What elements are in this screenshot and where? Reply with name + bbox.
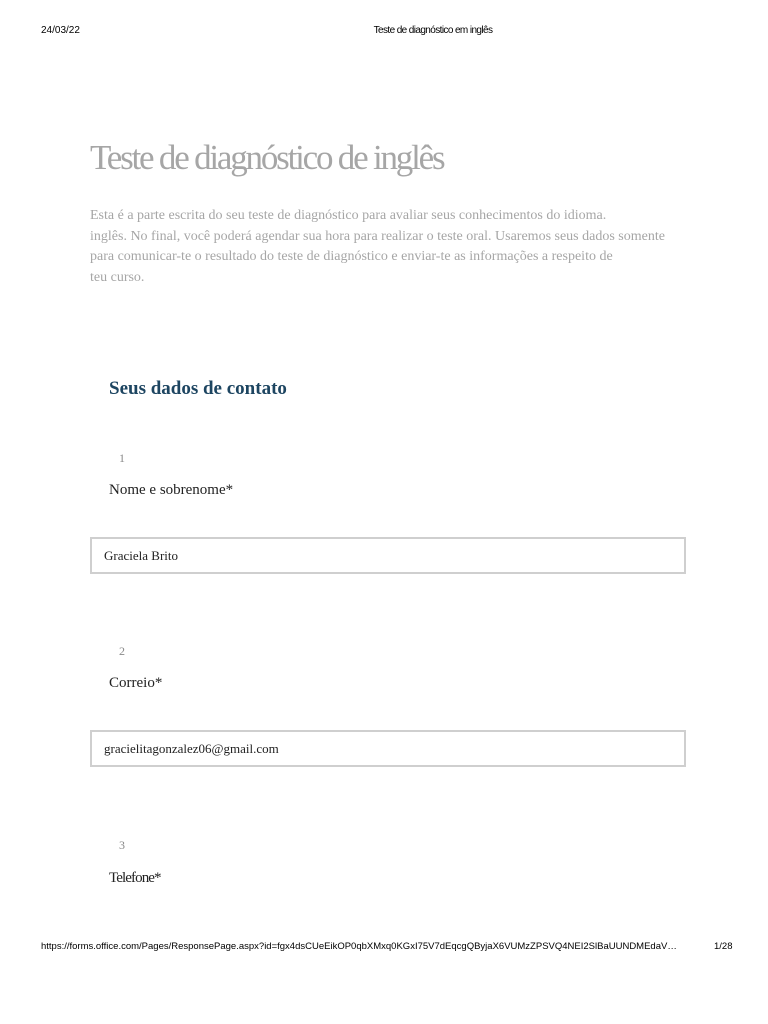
question-label: Telefone* — [109, 870, 161, 886]
form-description-line: para comunicar-te o resultado do teste de diagnóstico e enviar-te as informações a respeito de — [90, 249, 613, 264]
form-description-line: inglês. No final, você poderá agendar sua hora para realizar o teste oral. Usaremos seus dados somente — [90, 228, 665, 244]
form-description-line: Esta é a parte escrita do seu teste de diagnóstico para avaliar seus conhecimentos do idioma. — [90, 208, 607, 223]
print-page-title: Teste de diagnóstico em inglês — [373, 25, 493, 36]
form-title: Teste de diagnóstico de inglês — [90, 138, 444, 177]
question-number: 1 — [119, 451, 125, 465]
form-description — [90, 206, 690, 288]
email-field[interactable]: gracielitagonzalez06@gmail.com — [90, 730, 686, 767]
name-field[interactable]: Graciela Brito — [90, 537, 686, 574]
page-number: 1/28 — [714, 941, 733, 952]
question-number: 2 — [119, 644, 125, 658]
form-description-line: teu curso. — [90, 269, 145, 285]
section-title: Seus dados de contato — [109, 378, 287, 399]
print-footer-url: https://forms.office.com/Pages/ResponsePage.aspx?id=fgx4dsCUeEikOP0qbXMxq0KGxI75V7dEqcgQByjaX6VUMzZPSVQ4NEI2SlBaUUNDMEdaV… — [41, 941, 677, 952]
print-date: 24/03/22 — [41, 25, 80, 36]
question-label: Correio* — [109, 675, 163, 691]
question-label: Nome e sobrenome* — [109, 482, 234, 498]
question-number: 3 — [119, 838, 125, 852]
